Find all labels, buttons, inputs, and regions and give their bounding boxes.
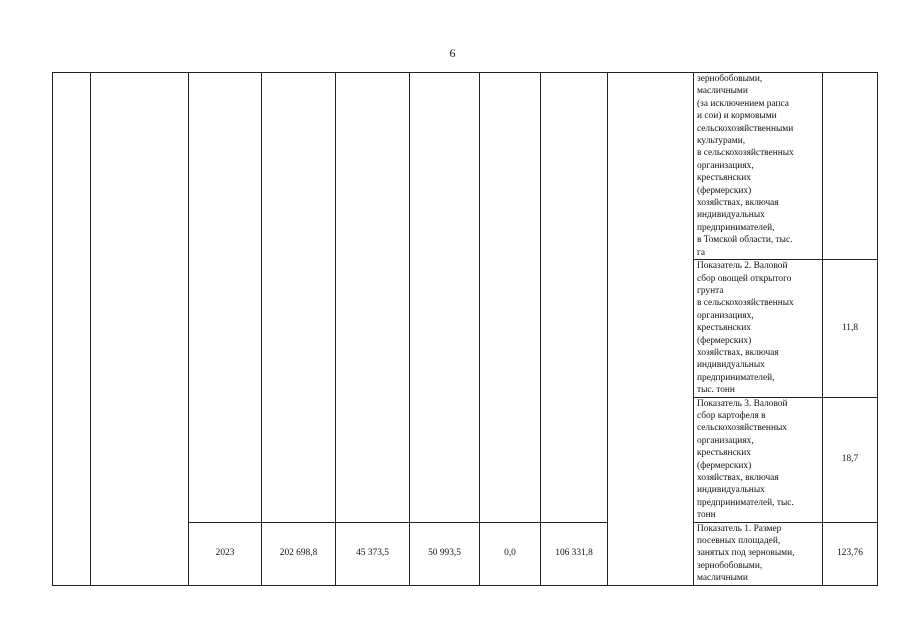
page-number: 6 bbox=[449, 46, 456, 60]
cell-number bbox=[53, 73, 91, 586]
cell-total: 202 698,8 bbox=[262, 522, 336, 585]
cell-federal bbox=[336, 73, 410, 523]
cell-regional bbox=[410, 73, 480, 523]
cell-local bbox=[480, 73, 541, 523]
cell-executor bbox=[608, 73, 694, 586]
cell-federal: 45 373,5 bbox=[336, 522, 410, 585]
cell-year bbox=[189, 73, 262, 523]
cell-regional: 50 993,5 bbox=[410, 522, 480, 585]
cell-other: 106 331,8 bbox=[541, 522, 608, 585]
cell-year: 2023 bbox=[189, 522, 262, 585]
cell-total bbox=[262, 73, 336, 523]
cell-other bbox=[541, 73, 608, 523]
cell-indicator-value bbox=[823, 73, 878, 260]
cell-indicator: Показатель 2. Валовой сбор овощей открытого грунта в сельскохозяйственных организациях, крестьянских (фермерских) хозяйствах, включая индивидуальных предпринимателей, тыс. тонн bbox=[694, 260, 823, 397]
cell-indicator-value: 18,7 bbox=[823, 397, 878, 522]
cell-measure-name bbox=[91, 73, 189, 586]
cell-local: 0,0 bbox=[480, 522, 541, 585]
cell-indicator-value: 123,76 bbox=[823, 522, 878, 585]
cell-indicator: Показатель 3. Валовой сбор картофеля в сельскохозяйственных организациях, крестьянских (фермерских) хозяйствах, включая индивидуальных предпринимателей, тыс. тонн bbox=[694, 397, 823, 522]
program-funding-table bbox=[52, 72, 878, 586]
cell-indicator: зернобобовыми, масличными (за исключением рапса и сои) и кормовыми сельскохозяйственными культурами, в сельскохозяйственных организациях, крестьянских (фермерских) хозяйствах, включая индивидуальных предпринимателей, в Томской области, тыс. га bbox=[694, 73, 823, 260]
table-row bbox=[53, 73, 878, 260]
cell-indicator: Показатель 1. Размер посевных площадей, занятых под зерновыми, зернобобовыми, масличными bbox=[694, 522, 823, 585]
cell-indicator-value: 11,8 bbox=[823, 260, 878, 397]
